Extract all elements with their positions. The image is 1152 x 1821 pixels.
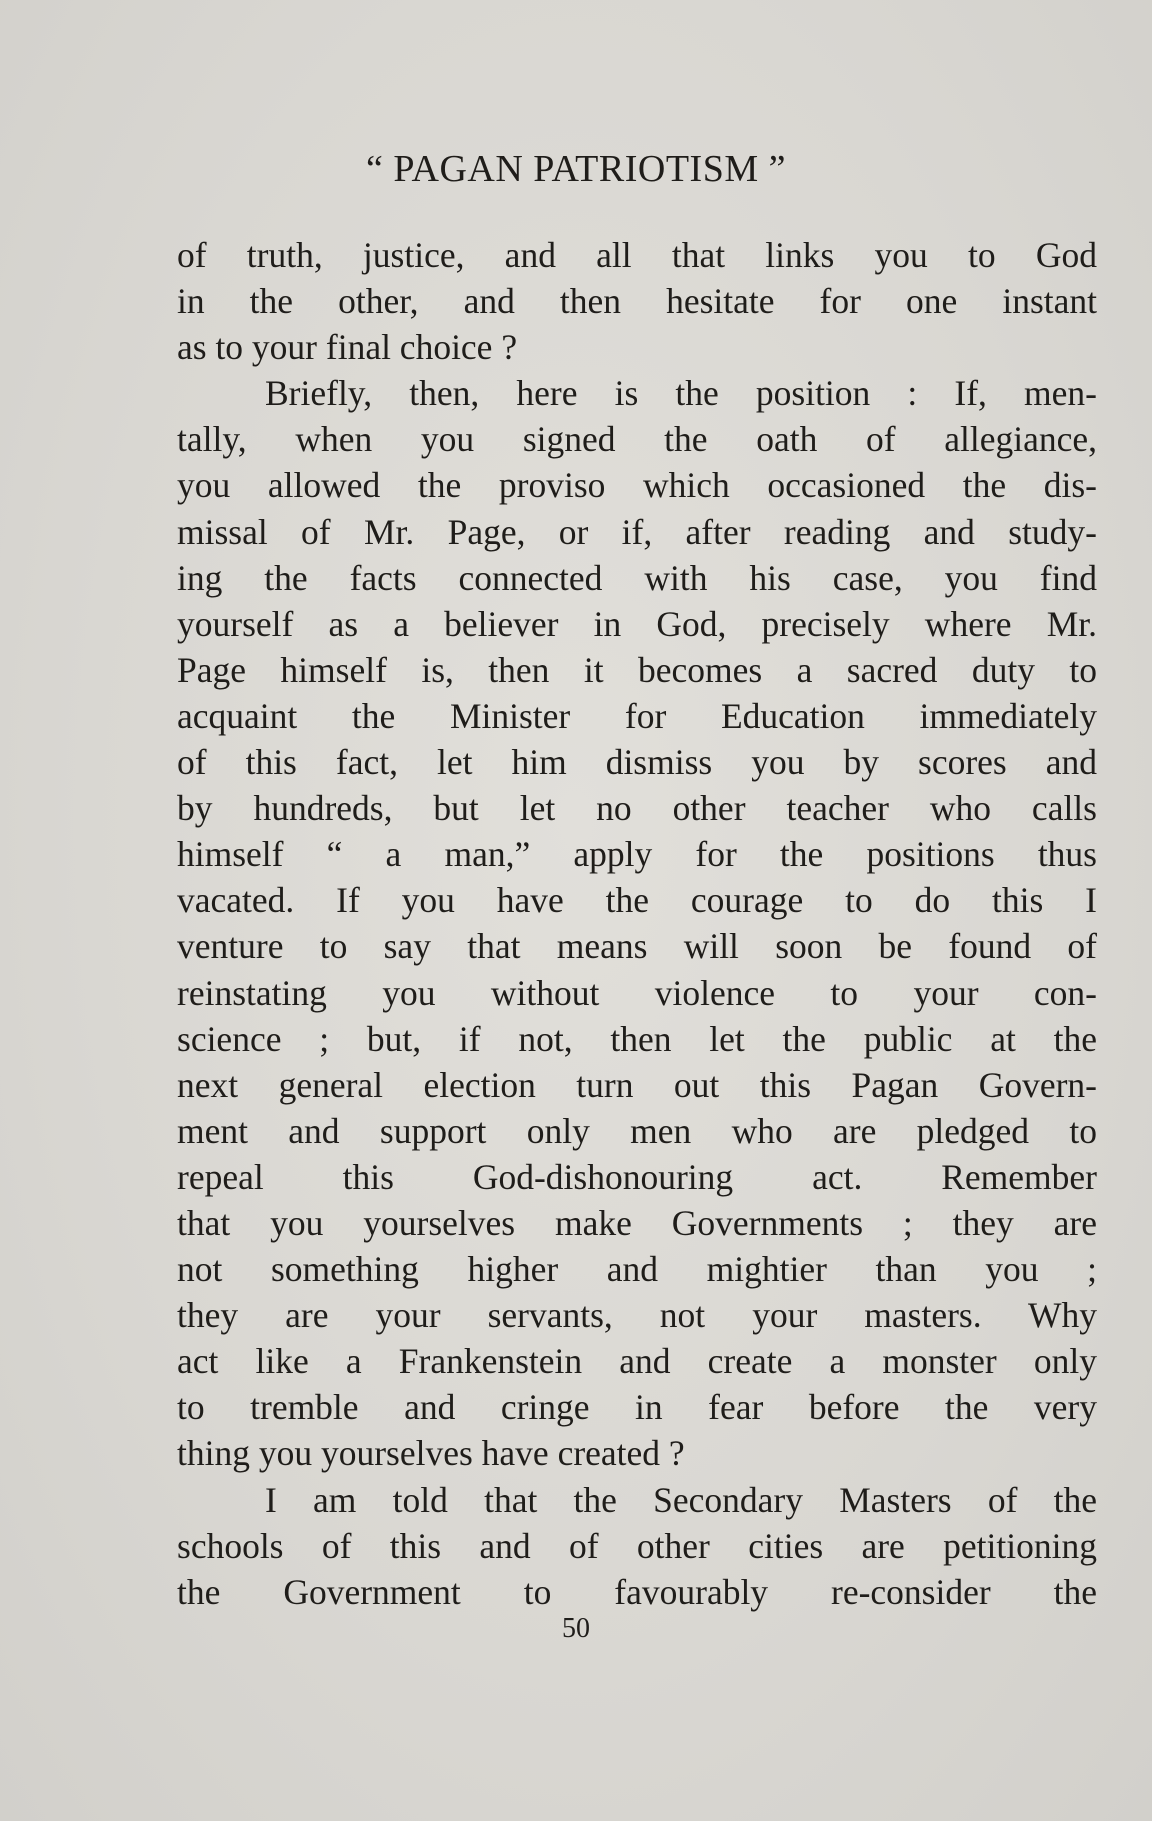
text-line: you allowed the proviso which occasioned the dis-	[177, 465, 1097, 506]
text-line: the Government to favourably re-consider the	[177, 1571, 1097, 1612]
text-line: vacated. If you have the courage to do this I	[177, 880, 1097, 921]
running-head: “ PAGAN PATRIOTISM ”	[366, 148, 786, 190]
text-line: science ; but, if not, then let the public at the	[177, 1018, 1097, 1059]
text-line: reinstating you without violence to your con-	[177, 972, 1097, 1013]
text-line: schools of this and of other cities are petitioning	[177, 1525, 1097, 1566]
text-line: venture to say that means will soon be found of	[177, 926, 1097, 967]
text-line: Page himself is, then it becomes a sacred duty to	[177, 649, 1097, 690]
text-line: acquaint the Minister for Education immediately	[177, 695, 1097, 736]
text-line: missal of Mr. Page, or if, after reading and study-	[177, 511, 1097, 552]
text-line: ment and support only men who are pledged to	[177, 1110, 1097, 1151]
text-line: that you yourselves make Governments ; they are	[177, 1202, 1097, 1243]
text-line: to tremble and cringe in fear before the very	[177, 1387, 1097, 1428]
text-line: tally, when you signed the oath of allegiance,	[177, 419, 1097, 460]
text-line: Briefly, then, here is the position : If, men-	[265, 373, 1097, 414]
text-line: not something higher and mightier than you ;	[177, 1249, 1097, 1290]
text-line: next general election turn out this Pagan Govern-	[177, 1064, 1097, 1105]
body-text	[177, 232, 1097, 1615]
text-line: of this fact, let him dismiss you by scores and	[177, 742, 1097, 783]
text-line: I am told that the Secondary Masters of the	[265, 1479, 1097, 1520]
text-line: of truth, justice, and all that links you to God	[177, 235, 1097, 275]
text-line: yourself as a believer in God, precisely where Mr.	[177, 603, 1097, 644]
text-line: they are your servants, not your masters. Why	[177, 1295, 1097, 1336]
text-line: repeal this God-dishonouring act. Remember	[177, 1156, 1097, 1197]
text-line: himself “ a man,” apply for the positions thus	[177, 834, 1097, 875]
text-line: thing you yourselves have created ?	[177, 1433, 685, 1474]
text-line: ing the facts connected with his case, you find	[177, 557, 1097, 598]
text-line: in the other, and then hesitate for one instant	[177, 281, 1097, 322]
text-line: by hundreds, but let no other teacher who calls	[177, 788, 1097, 829]
page-number: 50	[562, 1613, 590, 1644]
text-line: act like a Frankenstein and create a monster only	[177, 1341, 1097, 1382]
text-line: as to your final choice ?	[177, 327, 518, 368]
